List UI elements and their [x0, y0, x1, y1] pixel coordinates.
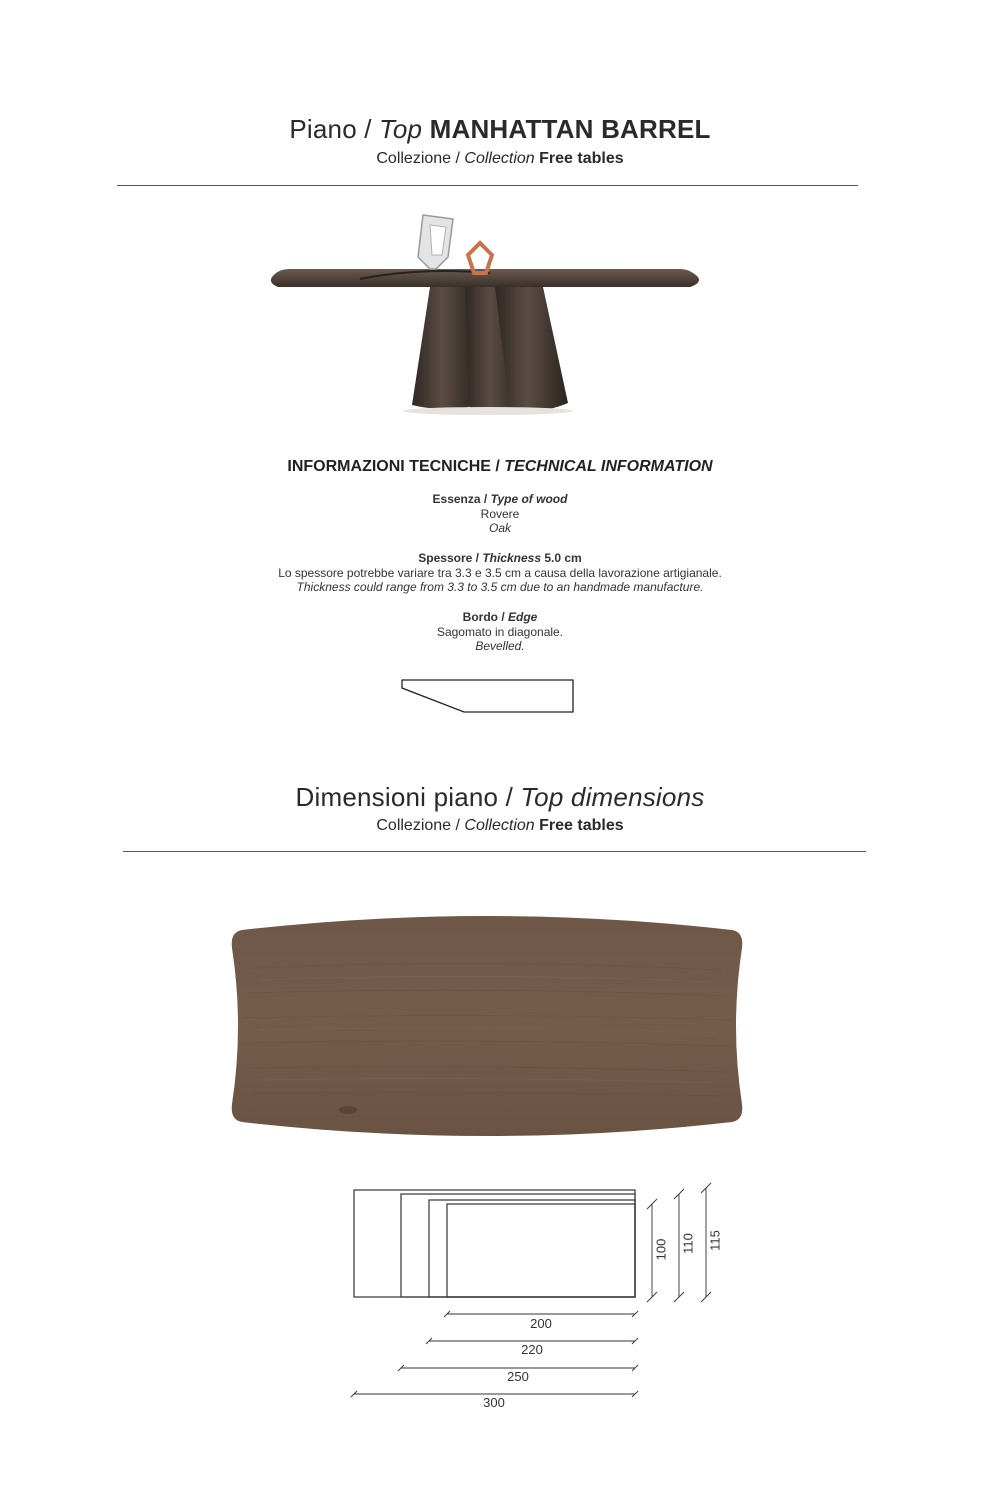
copper-object	[468, 243, 492, 273]
collection-line	[0, 150, 1000, 168]
length-label-220: 220	[521, 1342, 543, 1357]
product-name: MANHATTAN BARREL	[429, 114, 711, 144]
dimensions-title	[0, 782, 1000, 813]
spec-thickness-label	[0, 551, 1000, 566]
length-label-300: 300	[483, 1395, 505, 1410]
spec-wood-label-it: Essenza /	[432, 492, 488, 506]
rect-250	[401, 1194, 635, 1297]
width-label-110: 110	[680, 1233, 696, 1254]
tech-heading	[0, 458, 1000, 476]
dimensions-collection-label-en: Collection	[464, 817, 535, 834]
spec-wood-label	[0, 492, 1000, 507]
collection-name: Free tables	[539, 150, 624, 167]
dimensions-divider	[123, 851, 866, 852]
spec-edge-label-en: Edge	[508, 610, 538, 624]
spec-thickness-note-it: Lo spessore potrebbe variare tra 3.3 e 3.5 cm a causa della lavorazione artigianale.	[278, 565, 722, 580]
collection-label-it: Collezione /	[376, 150, 460, 167]
spec-thickness-label-it: Spessore /	[418, 551, 479, 565]
length-label-250: 250	[507, 1369, 529, 1384]
vase-object	[418, 215, 453, 269]
dimensions-collection-label-it: Collezione /	[376, 817, 460, 834]
spec-edge-value-it: Sagomato in diagonale.	[436, 624, 564, 639]
length-dimension-lines	[351, 1311, 638, 1397]
tech-heading-it: INFORMAZIONI TECNICHE /	[287, 458, 500, 475]
dimensions-title-en: Top dimensions	[520, 782, 705, 812]
product-title	[0, 114, 1000, 145]
spec-edge-value-en: Bevelled.	[475, 639, 525, 653]
spec-wood	[0, 492, 1000, 536]
length-label-200: 200	[530, 1316, 552, 1331]
dimensions-collection-name: Free tables	[539, 817, 624, 834]
spec-edge	[0, 610, 1000, 654]
spec-thickness-label-en: Thickness	[482, 551, 542, 565]
spec-thickness	[0, 551, 1000, 595]
table-product-image	[260, 205, 710, 420]
dimensions-collection-line	[0, 817, 1000, 835]
dimensions-diagram	[340, 1180, 740, 1420]
rect-220	[429, 1200, 635, 1297]
spec-edge-label-it: Bordo /	[462, 610, 505, 624]
dimensions-title-it: Dimensioni piano /	[295, 782, 514, 812]
collection-label-en: Collection	[464, 150, 535, 167]
width-label-100: 100	[653, 1238, 669, 1261]
spec-wood-value-en: Oak	[488, 521, 511, 535]
header-divider	[117, 185, 858, 186]
rect-200	[447, 1204, 635, 1297]
spec-thickness-note-en: Thickness could range from 3.3 to 3.5 cm due to an handmade manufacture.	[296, 580, 704, 594]
tech-heading-en: TECHNICAL INFORMATION	[504, 458, 713, 475]
width-label-115: 115	[707, 1230, 723, 1251]
title-piano: Piano /	[289, 114, 372, 144]
spec-wood-label-en: Type of wood	[490, 492, 568, 506]
edge-profile-diagram	[398, 676, 578, 716]
title-top: Top	[379, 114, 423, 144]
spec-wood-value-it: Rovere	[480, 506, 520, 521]
spec-thickness-value: 5.0 cm	[544, 551, 582, 565]
spec-edge-label	[0, 610, 1000, 625]
rect-300	[354, 1190, 635, 1297]
table-top-view-image	[222, 908, 752, 1148]
